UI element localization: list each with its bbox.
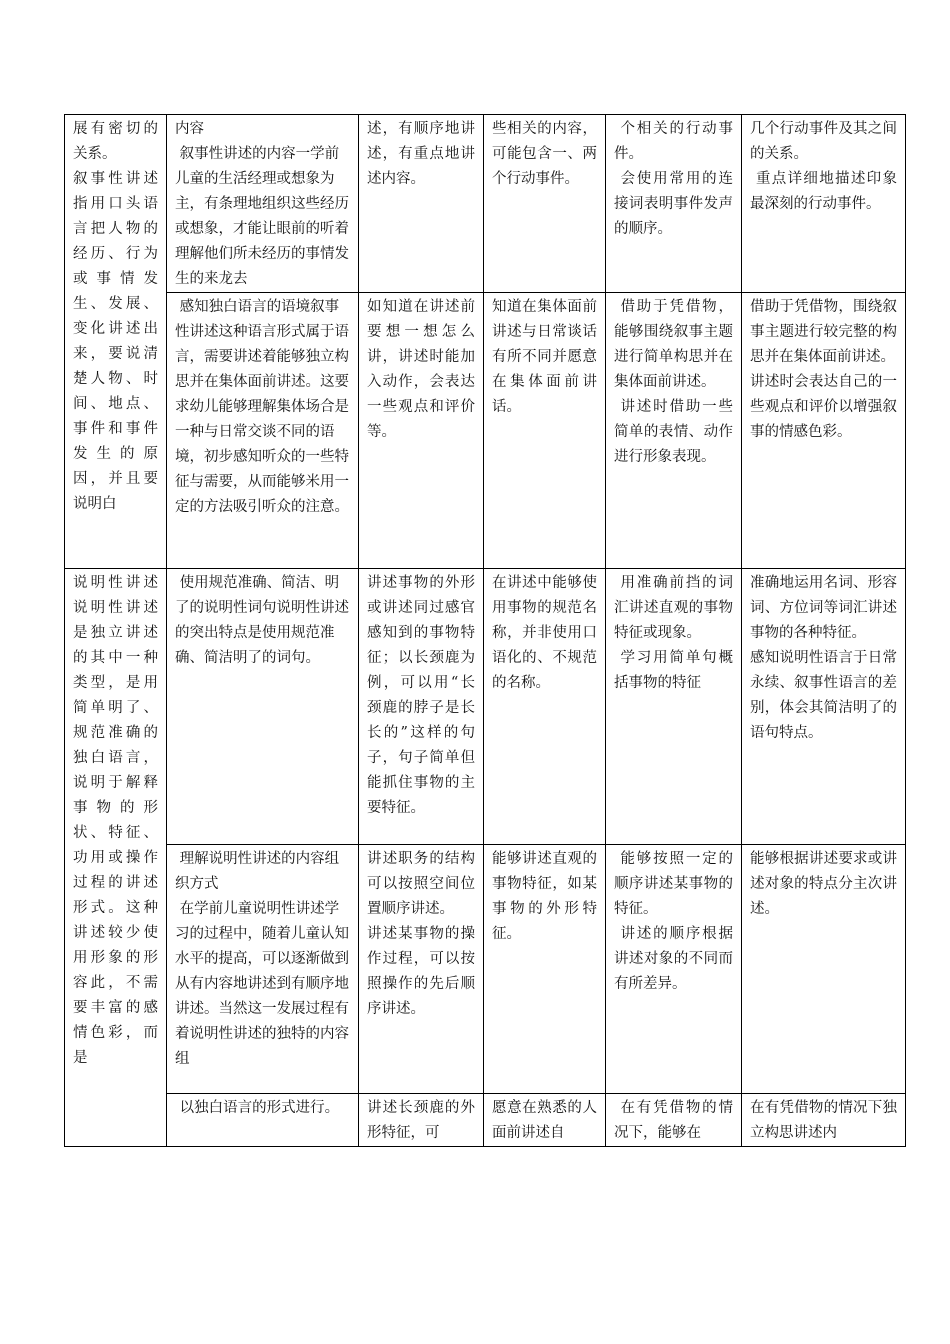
level-cell: 述，有顺序地讲述，有重点地讲述内容。 [359,115,484,293]
goal-cell: 以独白语言的形式进行。 [167,1094,359,1147]
curriculum-table [64,114,906,1147]
level-cell: 讲述事物的外形或讲述同过感官感知到的事物特征；以长颈鹿为例，可以用“长颈鹿的脖子是长长的”这样的句子，句子简单但能抓住事物的主要特征。 [359,569,484,845]
goal-cell: 内容 叙事性讲述的内容一学前儿童的生活经理或想象为主，有条理地组织这些经历或想象，才能让眼前的听着理解他们所未经历的事情发生的来龙去 [167,115,359,293]
table-row [65,293,906,569]
level-cell: 知道在集体面前讲述与日常谈话有所不同并愿意在集体面前讲话。 [484,293,606,569]
level-cell: 些相关的内容，可能包含一、两个行动事件。 [484,115,606,293]
level-cell: 在有凭借物的情况下，能够在 [606,1094,742,1147]
table-row [65,569,906,845]
category-cell: 说明性讲述说明性讲述是独立讲述的其中一种类型，是用简单明了、规范准确的独白语言，说明于解释事物的形状、特征、功用或操作过程的讲述形式。这种讲述较少使用形象的形容此，不需要丰富的感情色彩，而是 [65,569,167,1147]
level-cell: 借助于凭借物，能够围绕叙事主题进行简单构思并在集体面前讲述。 讲述时借助一些简单的表情、动作进行形象表现。 [606,293,742,569]
goal-cell: 使用规范准确、简洁、明了的说明性词句说明性讲述的突出特点是使用规范准确、简洁明了的词句。 [167,569,359,845]
level-cell: 如知道在讲述前要想一想怎么讲，讲述时能加入动作，会表达一些观点和评价等。 [359,293,484,569]
level-cell: 借助于凭借物，围绕叙事主题进行较完整的构思并在集体面前讲述。 讲述时会表达自己的一些观点和评价以增强叙事的情感色彩。 [742,293,906,569]
level-cell: 愿意在熟悉的人面前讲述自 [484,1094,606,1147]
level-cell: 能够根据讲述要求或讲述对象的特点分主次讲述。 [742,845,906,1094]
table-row [65,115,906,293]
level-cell: 在有凭借物的情况下独立构思讲述内 [742,1094,906,1147]
table-row [65,845,906,1094]
level-cell: 用准确前挡的词汇讲述直观的事物特征或现象。 学习用简单句概括事物的特征 [606,569,742,845]
category-cell: 展有密切的关系。 叙事性讲述指用口头语言把人物的经历、行为或事情发生、发展、变化讲述出来，要说清楚人物、时间、地点、事件和事件发生的原因，并且要说明白 [65,115,167,569]
level-cell: 几个行动事件及其之间的关系。 重点详细地描述印象最深刻的行动事件。 [742,115,906,293]
goal-cell: 感知独白语言的语境叙事性讲述这种语言形式属于语言，需要讲述着能够独立构思并在集体面前讲述。这要求幼儿能够理解集体场合是一种与日常交谈不同的语境，初步感知听众的一些特征与需要，从而能够米用一定的方法吸引听众的注意。 [167,293,359,569]
level-cell: 能够讲述直观的事物特征，如某事物的外形特征。 [484,845,606,1094]
level-cell: 准确地运用名词、形容词、方位词等词汇讲述事物的各种特征。 感知说明性语言于日常永续、叙事性语言的差别，体会其简洁明了的语句特点。 [742,569,906,845]
level-cell: 讲述长颈鹿的外形特征，可 [359,1094,484,1147]
level-cell: 个相关的行动事件。 会使用常用的连接词表明事件发声的顺序。 [606,115,742,293]
goal-cell: 理解说明性讲述的内容组织方式 在学前儿童说明性讲述学习的过程中，随着儿童认知水平的提高，可以逐渐做到从有内容地讲述到有顺序地讲述。当然这一发展过程有着说明性讲述的独特的内容组 [167,845,359,1094]
level-cell: 讲述职务的结构可以按照空间位置顺序讲述。 讲述某事物的操作过程，可以按照操作的先后顺序讲述。 [359,845,484,1094]
table-row [65,1094,906,1147]
level-cell: 能够按照一定的顺序讲述某事物的特征。 讲述的顺序根据讲述对象的不同而有所差异。 [606,845,742,1094]
level-cell: 在讲述中能够使用事物的规范名称，并非使用口语化的、不规范的名称。 [484,569,606,845]
